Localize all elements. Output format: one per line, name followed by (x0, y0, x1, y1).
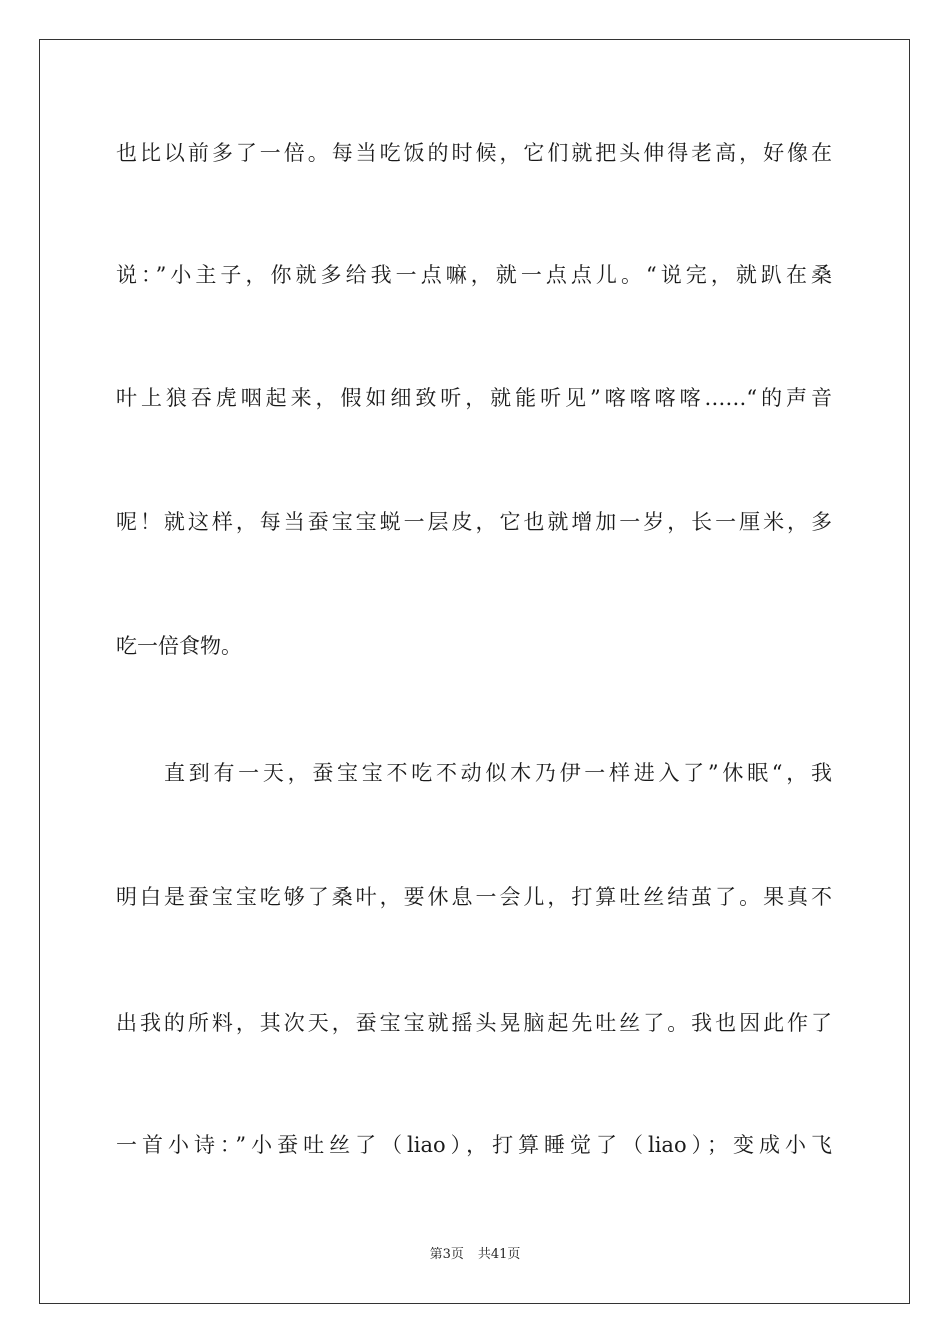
page-total: 共41页 (477, 1247, 521, 1262)
body-text-line: 明白是蚕宝宝吃够了桑叶，要休息一会儿，打算吐丝结茧了。果真不 (116, 885, 832, 909)
body-text-line: 也比以前多了一倍。每当吃饭的时候，它们就把头伸得老高，好像在 (116, 141, 832, 165)
body-text-line: 叶上狼吞虎咽起来，假如细致听，就能听见”喀喀喀喀……“的声音 (116, 386, 832, 410)
page-footer (0, 1246, 950, 1264)
body-text-line: 一首小诗：”小蚕吐丝了（liao），打算睡觉了（liao）；变成小飞 (116, 1133, 832, 1157)
page-border (39, 39, 910, 1304)
body-text-line: 出我的所料，其次天，蚕宝宝就摇头晃脑起先吐丝了。我也因此作了 (116, 1011, 832, 1035)
paragraph-start-line: 直到有一天，蚕宝宝不吃不动似木乃伊一样进入了”休眠“，我 (164, 761, 832, 785)
body-text-line: 呢！就这样，每当蚕宝宝蜕一层皮，它也就增加一岁，长一厘米，多 (116, 510, 832, 534)
body-text-line: 吃一倍食物。 (116, 634, 242, 658)
page-number: 第3页 (429, 1247, 464, 1262)
body-text-line: 说：”小主子，你就多给我一点嘛，就一点点儿。“说完，就趴在桑 (116, 263, 832, 287)
